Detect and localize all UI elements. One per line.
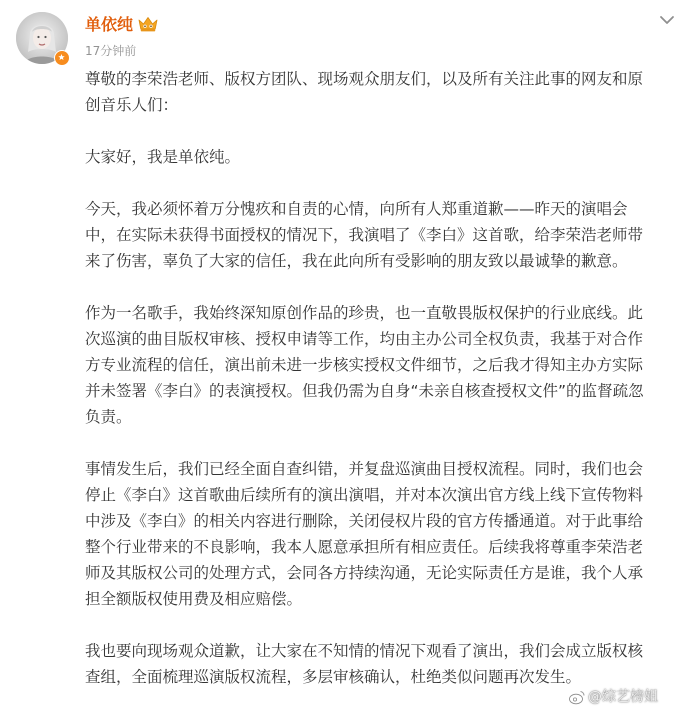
paragraph-line: 师及其版权公司的处理方式，会同各方持续沟通，无论实际责任方是谁，我个人承 — [85, 564, 644, 582]
paragraph-line: 大家好，我是单依纯。 — [85, 148, 241, 166]
post-header — [0, 0, 694, 70]
paragraph-line: 查组，全面梳理巡演版权流程，多层审核确认，杜绝类似问题再次发生。 — [85, 668, 582, 686]
paragraph-line: 整个行业带来的不良影响，我本人愿意承担所有相应责任。后续我将尊重李荣浩老 — [85, 538, 644, 556]
crown-icon — [137, 15, 159, 33]
post-paragraph — [85, 66, 685, 118]
post-paragraph — [85, 456, 685, 612]
paragraph-line: 来了伤害，辜负了大家的信任，我在此向所有受影响的朋友致以最诚挚的歉意。 — [85, 252, 628, 270]
verified-badge-icon — [54, 50, 70, 66]
paragraph-line: 负责。 — [85, 408, 132, 426]
watermark-text: @综艺榜姐 — [588, 689, 658, 705]
more-options-button[interactable] — [654, 10, 680, 30]
post-content — [85, 66, 685, 716]
paragraph-line: 中，在实际未获得书面授权的情况下，我演唱了《李白》这首歌，给李荣浩老师带 — [85, 226, 644, 244]
post-timestamp[interactable]: 17分钟前 — [85, 44, 137, 58]
paragraph-line: 我也要向现场观众道歉，让大家在不知情的情况下观看了演出，我们会成立版权核 — [85, 642, 644, 660]
paragraph-line: 方专业流程的信任，演出前未进一步核实授权文件细节，之后我才得知主办方实际 — [85, 356, 644, 374]
paragraph-line: 停止《李白》这首歌曲后续所有的演出演唱，并对本次演出官方线上线下宣传物料 — [85, 486, 644, 504]
paragraph-line: 事情发生后，我们已经全面自查纠错，并复盘巡演曲目授权流程。同时，我们也会 — [85, 460, 644, 478]
paragraph-line: 担全额版权使用费及相应赔偿。 — [85, 590, 303, 608]
chevron-down-icon — [654, 10, 680, 30]
paragraph-line: 并未签署《李白》的表演授权。但我仍需为自身“未亲自核查授权文件”的监督疏忽 — [85, 382, 644, 400]
paragraph-line: 创音乐人们： — [85, 96, 179, 114]
post-paragraph — [85, 196, 685, 274]
author-name[interactable]: 单依纯 — [85, 15, 134, 34]
post-paragraph — [85, 144, 685, 170]
post-paragraph — [85, 300, 685, 430]
post-paragraph — [85, 638, 685, 690]
weibo-logo-icon — [568, 688, 586, 706]
paragraph-line: 作为一名歌手，我始终深知原创作品的珍贵，也一直敬畏版权保护的行业底线。此 — [85, 304, 644, 322]
paragraph-line: 中涉及《李白》的相关内容进行删除，关闭侵权片段的官方传播通道。对于此事给 — [85, 512, 644, 530]
paragraph-line: 次巡演的曲目版权审核、授权申请等工作，均由主办公司全权负责，我基于对合作 — [85, 330, 644, 348]
paragraph-line: 尊敬的李荣浩老师、版权方团队、现场观众朋友们，以及所有关注此事的网友和原 — [85, 70, 644, 88]
paragraph-line: 今天，我必须怀着万分愧疚和自责的心情，向所有人郑重道歉——昨天的演唱会 — [85, 200, 628, 218]
